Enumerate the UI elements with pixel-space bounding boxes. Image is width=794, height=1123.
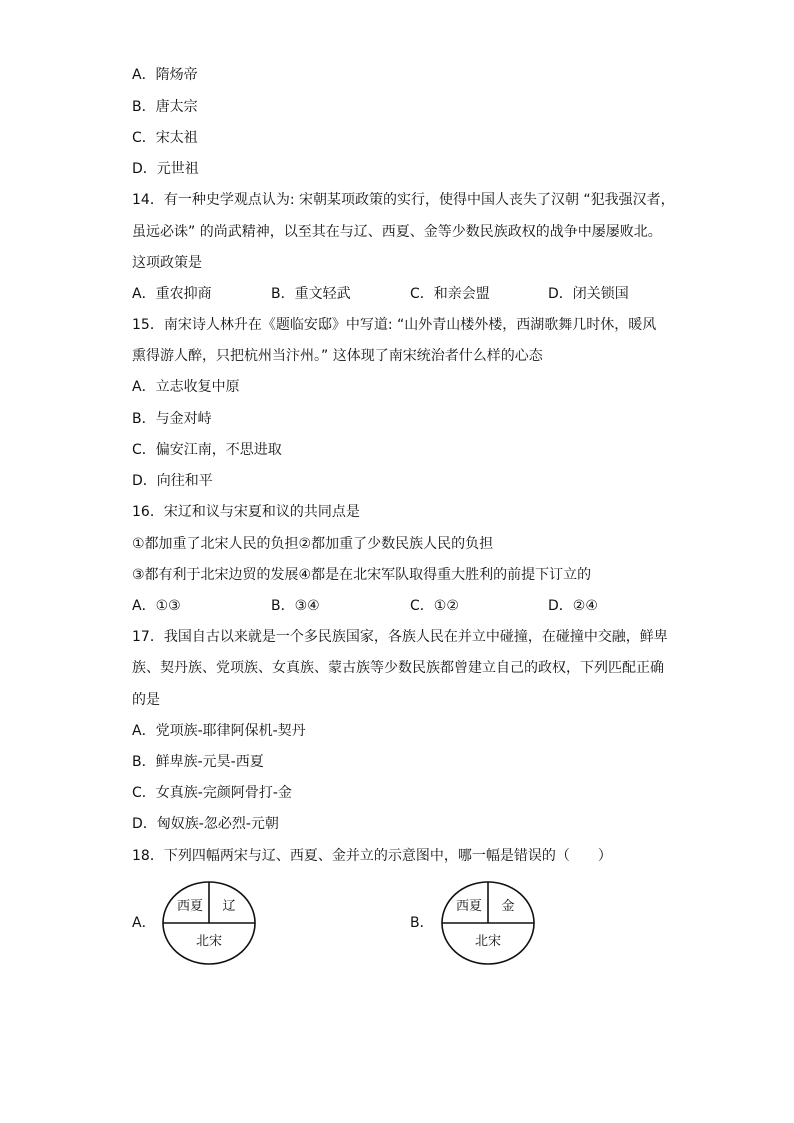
q17-stem-line-2: 族、契丹族、党项族、女真族、蒙古族等少数民族都曾建立自己的政权，下列匹配正确: [132, 660, 664, 676]
q15-stem-line-2: 熏得游人醉，只把杭州当汴州。” 这体现了南宋统治者什么样的心态: [132, 348, 543, 364]
region-label-bottom: 北宋: [195, 934, 223, 949]
q14-stem-line-3: 这项政策是: [132, 255, 202, 271]
q18-stem: 18．下列四幅两宋与辽、西夏、金并立的示意图中，哪一幅是错误的（ ）: [132, 848, 612, 864]
q13-option-b: B．唐太宗: [132, 99, 198, 115]
q14-option-b: B．重文轻武: [271, 286, 351, 302]
q17-option-c: C．女真族-完颜阿骨打-金: [132, 785, 292, 801]
q15-option-a: A．立志收复中原: [132, 379, 240, 395]
q15-stem-line-1: 15．南宋诗人林升在《题临安邸》中写道: “山外青山楼外楼，西湖歌舞几时休，暖风: [132, 317, 657, 333]
q17-stem-line-3: 的是: [132, 692, 160, 708]
q18-diagram-a: [161, 880, 257, 966]
region-label-top-right: 金: [501, 899, 515, 914]
q16-stem-line-3: ③都有利于北宋边贸的发展④都是在北宋军队取得重大胜利的前提下订立的: [132, 567, 592, 583]
q17-option-b: B．鲜卑族-元昊-西夏: [132, 754, 264, 770]
q13-option-c: C．宋太祖: [132, 130, 198, 146]
region-label-top-right: 辽: [222, 899, 236, 914]
q16-option-c: C．①②: [410, 598, 459, 614]
q16-option-a: A．①③: [132, 598, 181, 614]
q18-diagram-b-label: B．: [410, 915, 434, 931]
q13-option-a: A．隋炀帝: [132, 67, 198, 83]
q16-stem-line-2: ①都加重了北宋人民的负担②都加重了少数民族人民的负担: [132, 536, 494, 552]
q14-stem-line-1: 14．有一种史学观点认为: 宋朝某项政策的实行，使得中国人丧失了汉朝 “犯我强汉者，: [132, 192, 675, 208]
q14-option-a: A．重农抑商: [132, 286, 212, 302]
q14-stem-line-2: 虽远必诛” 的尚武精神，以至其在与辽、西夏、金等少数民族政权的战争中屡屡败北。: [132, 224, 662, 240]
region-label-top-left: 西夏: [176, 899, 204, 914]
q18-diagram-b: [440, 880, 536, 966]
q18-diagram-a-label: A．: [132, 915, 156, 931]
q17-option-a: A．党项族-耶律阿保机-契丹: [132, 723, 306, 739]
region-label-bottom: 北宋: [474, 934, 502, 949]
q16-option-d: D．②④: [548, 598, 598, 614]
q13-option-d: D．元世祖: [132, 161, 199, 177]
q16-stem-line-1: 16．宋辽和议与宋夏和议的共同点是: [132, 504, 360, 520]
q17-option-d: D．匈奴族-忽必烈-元朝: [132, 816, 279, 832]
q17-stem-line-1: 17．我国自古以来就是一个多民族国家，各族人民在并立中碰撞，在碰撞中交融，鲜卑: [132, 629, 668, 645]
q14-option-d: D．闭关锁国: [548, 286, 629, 302]
q16-option-b: B．③④: [271, 598, 320, 614]
q14-option-c: C．和亲会盟: [410, 286, 490, 302]
q15-option-c: C．偏安江南，不思进取: [132, 442, 282, 458]
region-label-top-left: 西夏: [455, 899, 483, 914]
q15-option-b: B．与金对峙: [132, 411, 212, 427]
q15-option-d: D．向往和平: [132, 473, 213, 489]
